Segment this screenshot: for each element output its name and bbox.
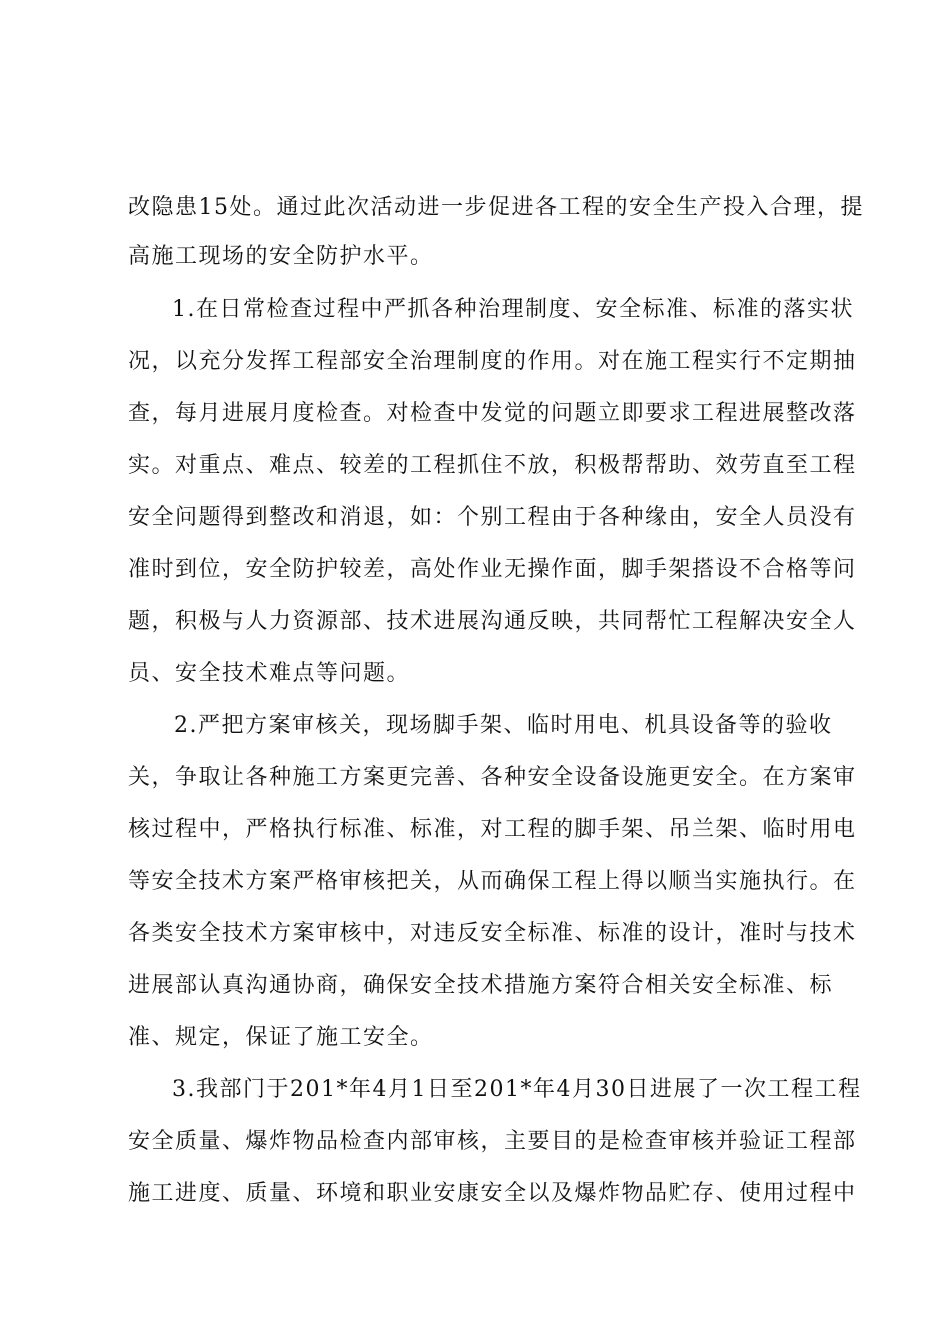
text-line: 3.我部门于201*年4月1日至201*年4月30日进展了一次工程工程 xyxy=(172,1077,862,1102)
text-line: 关，争取让各种施工方案更完善、各种安全设备设施更安全。在方案审 xyxy=(128,765,857,790)
text-line: 安全质量、爆炸物品检查内部审核，主要目的是检查审核并验证工程部 xyxy=(128,1129,857,1154)
text-line: 进展部认真沟通协商，确保安全技术措施方案符合相关安全标准、标 xyxy=(128,973,834,998)
text-line: 实。对重点、难点、较差的工程抓住不放，积极帮帮助、效劳直至工程 xyxy=(128,453,857,478)
text-line: 2.严把方案审核关，现场脚手架、临时用电、机具设备等的验收 xyxy=(174,713,833,738)
text-line: 各类安全技术方案审核中，对违反安全标准、标准的设计，准时与技术 xyxy=(128,921,857,946)
text-line: 况，以充分发挥工程部安全治理制度的作用。对在施工程实行不定期抽 xyxy=(128,349,857,374)
text-line: 查，每月进展月度检查。对检查中发觉的问题立即要求工程进展整改落 xyxy=(128,401,857,426)
text-line: 安全问题得到整改和消退，如：个别工程由于各种缘由，安全人员没有 xyxy=(128,505,857,530)
text-line: 改隐患15处。通过此次活动进一步促进各工程的安全生产投入合理，提 xyxy=(128,195,864,220)
text-line: 员、安全技术难点等问题。 xyxy=(128,661,411,686)
text-line: 1.在日常检查过程中严抓各种治理制度、安全标准、标准的落实状 xyxy=(172,297,854,322)
text-line: 等安全技术方案严格审核把关，从而确保工程上得以顺当实施执行。在 xyxy=(128,869,857,894)
text-line: 核过程中，严格执行标准、标准，对工程的脚手架、吊兰架、临时用电 xyxy=(128,817,857,842)
text-line: 施工进度、质量、环境和职业安康安全以及爆炸物品贮存、使用过程中 xyxy=(128,1181,857,1206)
text-line: 准时到位，安全防护较差，高处作业无操作面，脚手架搭设不合格等问 xyxy=(128,557,857,582)
text-line: 高施工现场的安全防护水平。 xyxy=(128,244,434,269)
text-line: 准、规定，保证了施工安全。 xyxy=(128,1025,434,1050)
text-line: 题，积极与人力资源部、技术进展沟通反映，共同帮忙工程解决安全人 xyxy=(128,609,857,634)
